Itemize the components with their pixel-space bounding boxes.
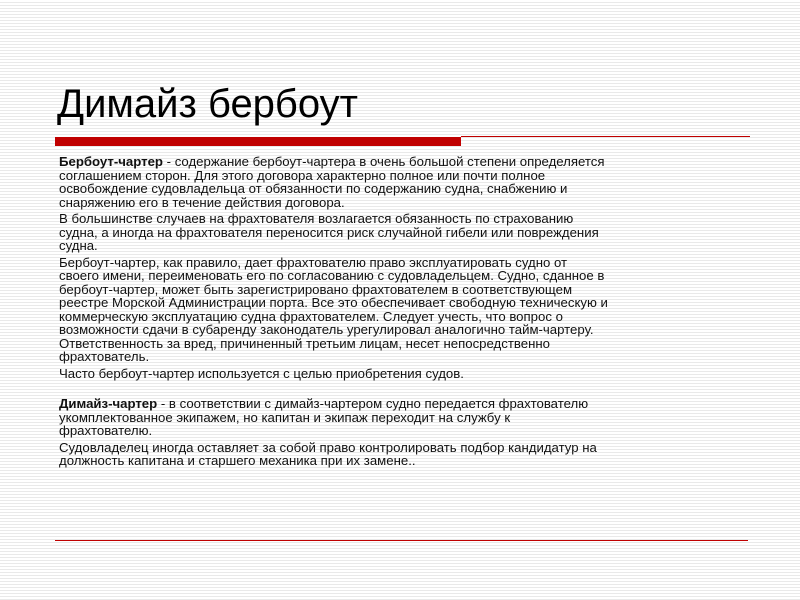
text-line: возможности сдачи в субаренду законодатель урегулировал аналогично тайм-чартеру. bbox=[59, 322, 594, 337]
paragraph-acquisition bbox=[59, 367, 749, 381]
slide-body bbox=[59, 155, 749, 471]
slide-title: Димайз бербоут bbox=[57, 82, 358, 126]
paragraph-bareboat-charter bbox=[59, 155, 749, 209]
text-line: Судовладелец иногда оставляет за собой право контролировать подбор кандидатур на bbox=[59, 439, 597, 455]
paragraph-owner-control bbox=[59, 441, 749, 468]
text-line: своего имени, переименовать его по согласованию с судовладельцем. Судно, сданное в bbox=[59, 268, 605, 283]
term-demise-charter: Димайз-чартер bbox=[59, 396, 158, 411]
footer-rule bbox=[55, 540, 748, 541]
text-line: бербоут-чартер, может быть зарегистрировано фрахтователем в соответствующем bbox=[59, 281, 573, 297]
text-line: соглашением сторон. Для этого договора характерно полное или почти полное bbox=[59, 167, 546, 183]
text-line: фрахтователь. bbox=[59, 349, 150, 364]
text-line: должность капитана и старшего механика при их замене.. bbox=[59, 453, 416, 468]
text-line: судна. bbox=[59, 238, 98, 253]
text-line: В большинстве случаев на фрахтователя возлагается обязанность по страхованию bbox=[59, 211, 574, 226]
term-bareboat-charter: Бербоут-чартер bbox=[59, 154, 163, 169]
text-line: Часто бербоут-чартер используется с целью приобретения судов. bbox=[59, 365, 464, 381]
text-span: - содержание бербоут-чартера в очень большой степени определяется bbox=[162, 154, 605, 169]
text-line: Бербоут-чартер, как правило, дает фрахтователю право эксплуатировать судно от bbox=[59, 254, 568, 270]
paragraph-insurance bbox=[59, 212, 749, 253]
text-line: коммерческую эксплуатацию судна фрахтователем. Следует учесть, что вопрос о bbox=[59, 308, 563, 324]
text-line: снаряжению его в течение действия договора. bbox=[59, 194, 345, 210]
paragraph-demise-charter bbox=[59, 397, 749, 438]
text-span: - в соответствии с димайз-чартером судно передается фрахтователю bbox=[157, 396, 589, 411]
text-line: реестре Морской Администрации порта. Все это обеспечивает свободную техническую и bbox=[59, 295, 608, 310]
text-line: освобождение судовладельца от обязанности по содержанию судна, снабжению и bbox=[59, 181, 568, 196]
paragraph-operation-rights bbox=[59, 256, 749, 364]
text-line: укомплектованное экипажем, но капитан и экипаж переходит на службу к bbox=[59, 409, 511, 425]
text-line: Ответственность за вред, причиненный третьим лицам, несет непосредственно bbox=[59, 335, 550, 351]
text-line bbox=[59, 397, 749, 411]
text-line: фрахтователю. bbox=[59, 423, 153, 438]
text-line: судна, а иногда на фрахтователя переносится риск случайной гибели или повреждения bbox=[59, 224, 599, 240]
title-underline-thick bbox=[55, 137, 461, 146]
title-underline-thin bbox=[461, 136, 750, 137]
text-line bbox=[59, 155, 749, 169]
